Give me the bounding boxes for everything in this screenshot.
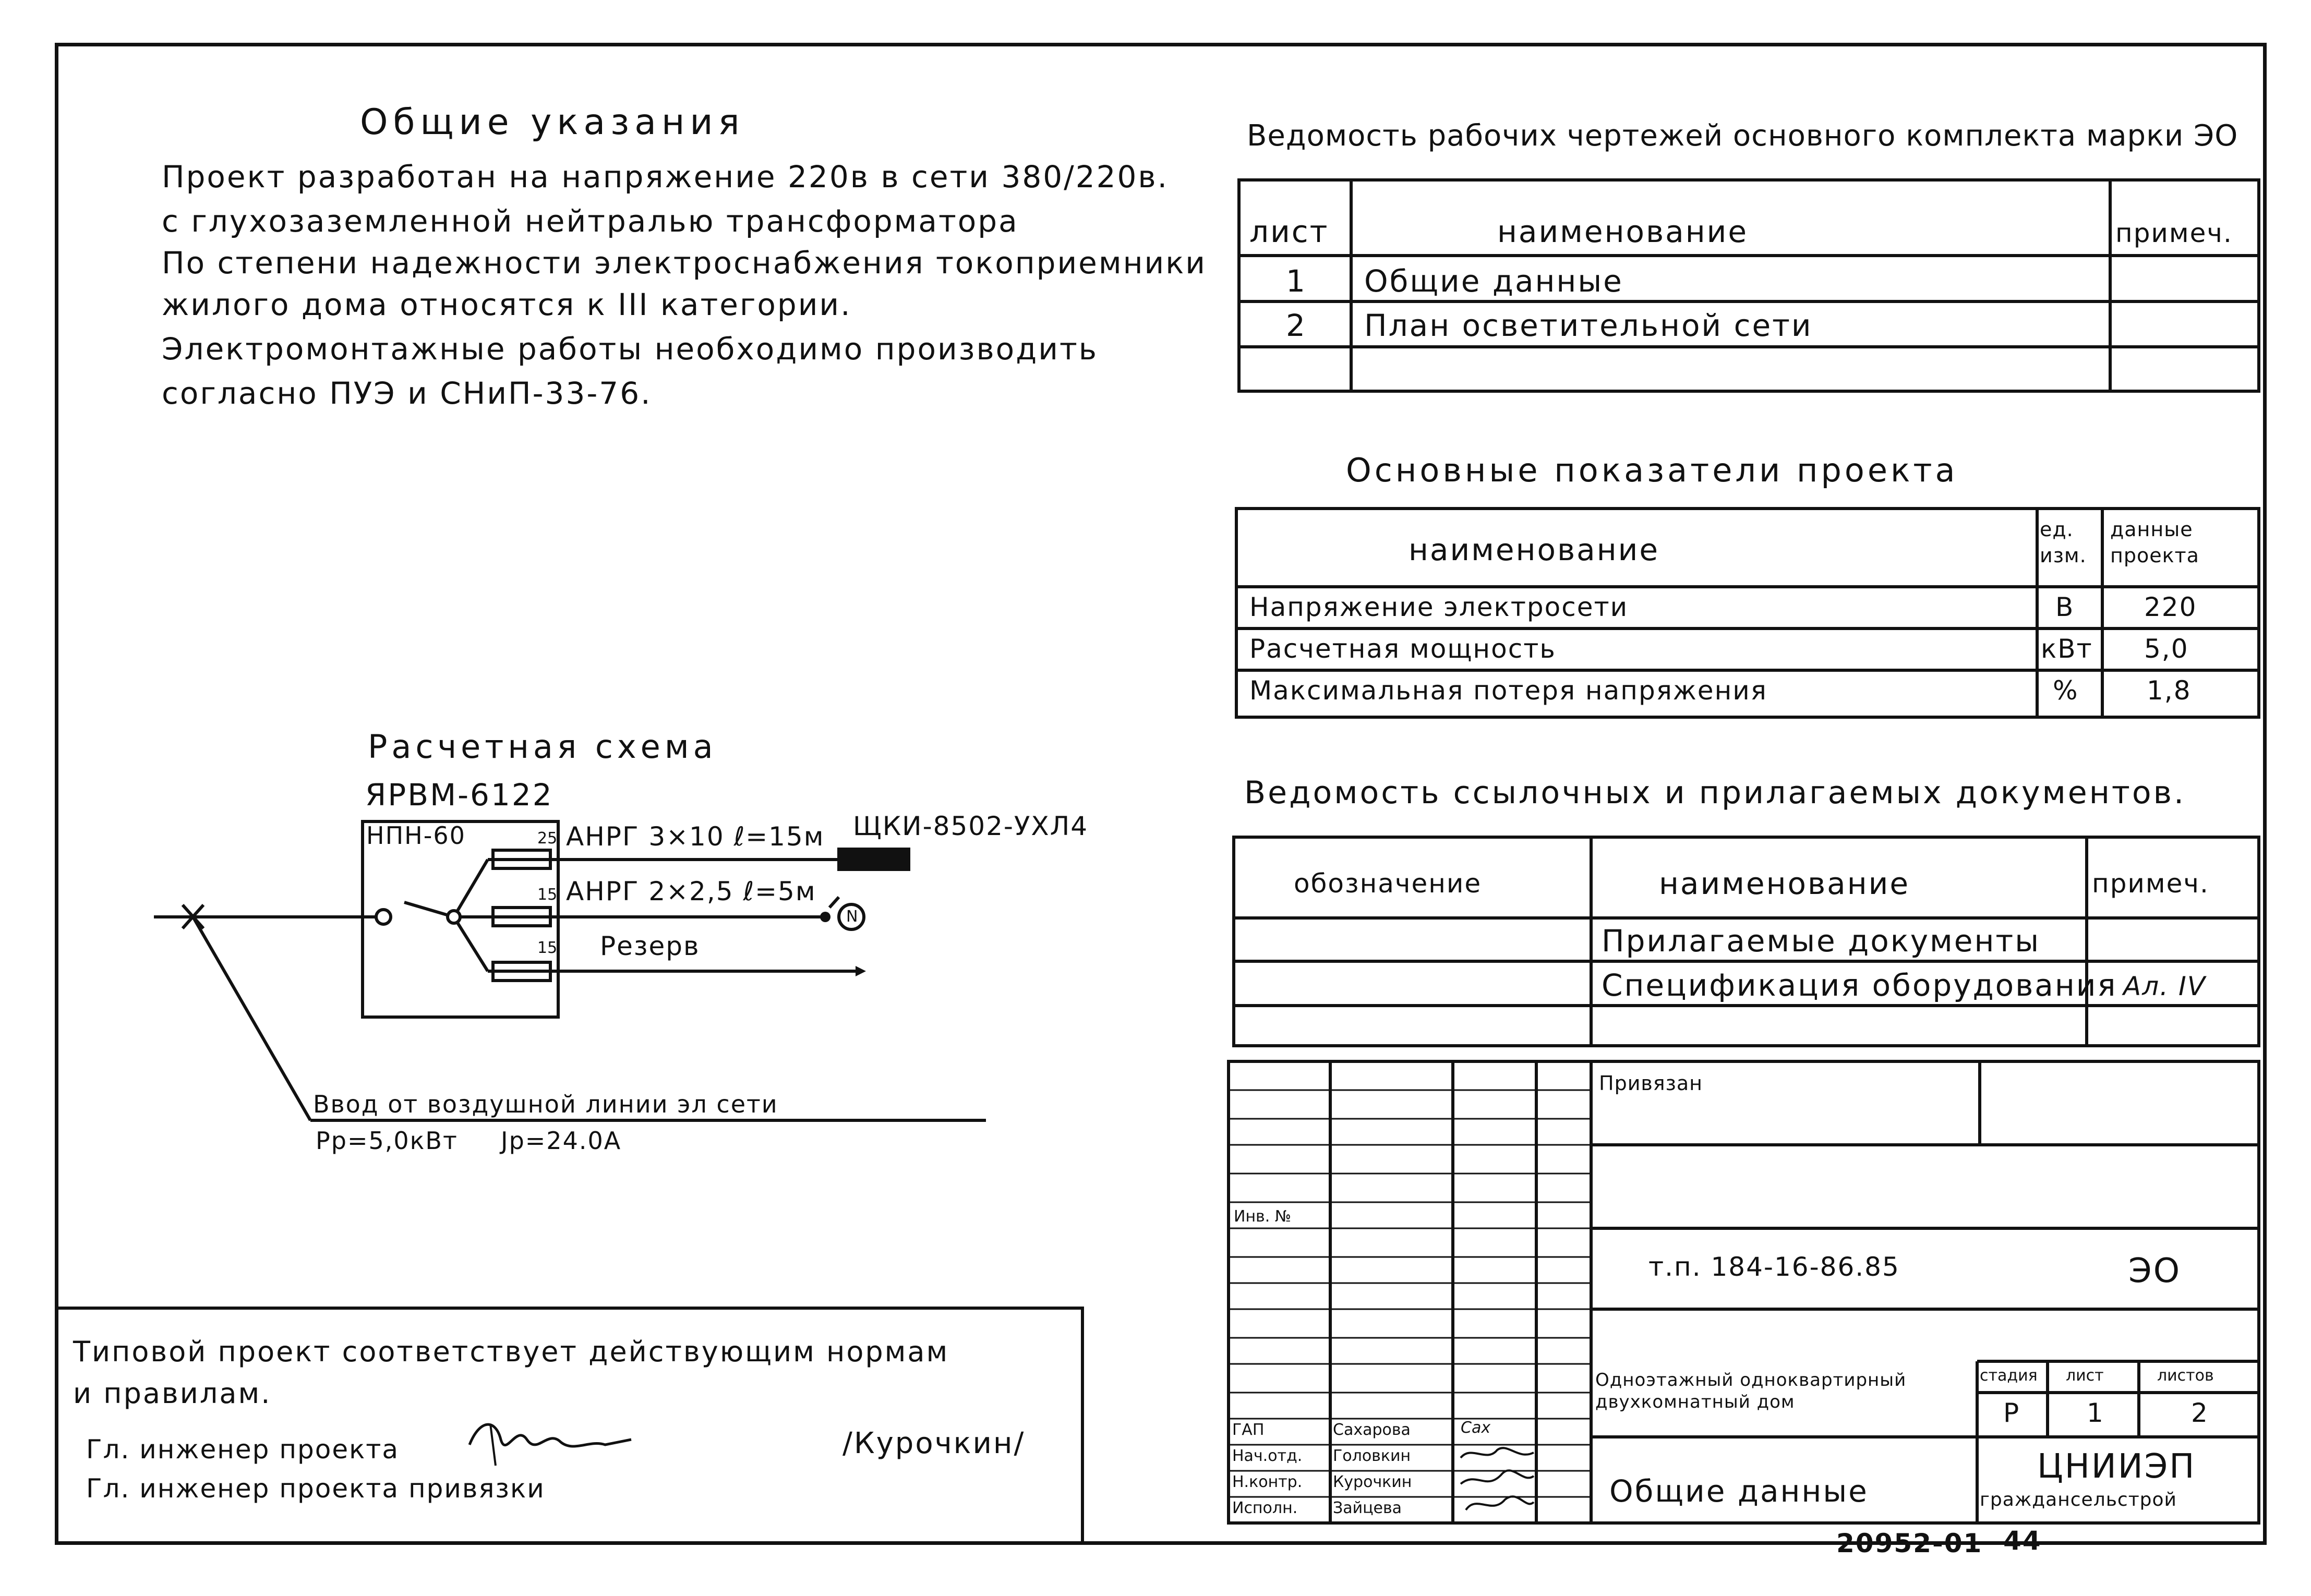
sheet-value: 1 (2087, 1398, 2104, 1428)
indicators-cell: 5,0 (2144, 634, 2189, 664)
general-notes-line: согласно ПУЭ и СНиП-33-76. (162, 376, 652, 411)
organization-subtitle: гражданcельстрой (1980, 1489, 2177, 1510)
compliance-line: Типовой проект соответствует действующим нормам (73, 1335, 949, 1368)
scheme-input-label: Ввод от воздушной линии эл сети (313, 1090, 778, 1118)
documents-title: Ведомость ссылочных и прилагаемых документов. (1244, 775, 2186, 811)
bound-label: Привязан (1599, 1072, 1703, 1095)
sheets-label: листов (2157, 1367, 2214, 1385)
person-name: Головкин (1333, 1447, 1411, 1465)
indicators-header-value: данные проекта (2110, 518, 2199, 567)
sheet-label: лист (2066, 1367, 2104, 1385)
stage-label: стадия (1980, 1367, 2038, 1385)
documents-cell: Ал. IV (2123, 971, 2206, 1001)
documents-cell: Прилагаемые документы (1602, 923, 2040, 959)
scheme-panel-label: ЯРВМ-6122 (365, 777, 553, 813)
general-notes-line: По степени надежности электроснабжения токоприемники (162, 245, 1207, 281)
drawings-list-header-note: примеч. (2115, 218, 2233, 248)
scheme-current: Jр=24.0А (501, 1127, 622, 1155)
scheme-power: Рр=5,0кВт (316, 1127, 458, 1155)
indicators-cell: Напряжение электросети (1249, 592, 1629, 622)
indicators-cell: Максимальная потеря напряжения (1249, 675, 1767, 706)
person-name: Курочкин (1333, 1473, 1412, 1491)
drawings-list-cell: План осветительной сети (1364, 308, 1813, 343)
scheme-line1-label: АНРГ 3×10 ℓ=15м (566, 821, 825, 852)
page-number: 44 (2003, 1526, 2042, 1556)
drawings-list-cell: Общие данные (1364, 263, 1623, 299)
drawings-list-header-name: наименование (1497, 214, 1749, 249)
drawings-list-title: Ведомость рабочих чертежей основного комплекта марки ЭО (1247, 119, 2238, 153)
indicators-title: Основные показатели проекта (1346, 451, 1958, 489)
project-code: т.п. 184-16-86.85 (1648, 1252, 1900, 1282)
chief-engineer-label: Гл. инженер проекта (86, 1434, 400, 1465)
indicators-header-unit: ед. изм. (2040, 518, 2087, 567)
scheme-line2-label: АНРГ 2×2,5 ℓ=5м (566, 876, 816, 906)
sheet-title: Общие данные (1609, 1473, 1869, 1509)
inventory-label: Инв. № (1234, 1207, 1292, 1226)
scheme-fuse-rating: 15 (537, 939, 558, 957)
chief-engineer-binding-label: Гл. инженер проекта привязки (86, 1473, 545, 1504)
person-role: Н.контр. (1232, 1473, 1303, 1491)
drawings-list-header-sheet: лист (1249, 214, 1329, 249)
scheme-fuse-rating: 25 (537, 829, 558, 848)
scheme-fuse-label: НПН-60 (366, 821, 466, 850)
indicators-cell: % (2053, 675, 2079, 706)
indicators-cell: 220 (2144, 592, 2197, 622)
indicators-cell: 1,8 (2147, 675, 2192, 706)
people-signatures (1455, 1442, 1539, 1526)
person-name: Сахарова (1333, 1421, 1411, 1439)
general-notes-line: Проект разработан на напряжение 220в в сети 380/220в. (162, 159, 1169, 195)
chief-engineer-name: /Курочкин/ (842, 1426, 1026, 1460)
person-role: Нач.отд. (1232, 1447, 1303, 1465)
person-role: ГАП (1232, 1421, 1265, 1439)
scheme-fuse-rating: 15 (537, 886, 558, 904)
building-name: Одноэтажный одноквартирный двухкомнатный дом (1595, 1370, 1907, 1412)
person-role: Исполн. (1232, 1499, 1298, 1517)
documents-cell: Спецификация оборудования (1602, 968, 2117, 1003)
documents-header-name: наименование (1659, 866, 1910, 901)
indicators-cell: Расчетная мощность (1249, 634, 1556, 664)
general-notes-line: жилого дома относятся к III категории. (162, 287, 852, 322)
stamp-number: 20952-01 (1836, 1528, 1983, 1558)
documents-header-code: обозначение (1294, 868, 1482, 899)
scheme-lamp-label: N (846, 908, 858, 926)
person-name: Зайцева (1333, 1499, 1402, 1517)
stage-value: Р (2003, 1398, 2020, 1428)
scheme-line3-label: Резерв (600, 931, 700, 961)
indicators-cell: кВт (2041, 634, 2093, 664)
sheets-value: 2 (2191, 1398, 2209, 1428)
general-notes-line: с глухозаземленной нейтралью трансформатора (162, 203, 1019, 239)
indicators-cell: В (2055, 592, 2075, 622)
general-notes-title: Общие указания (360, 102, 745, 143)
scheme-line1-target: ЩКИ-8502-УХЛ4 (853, 811, 1089, 841)
drawings-list-cell: 1 (1286, 263, 1307, 299)
drawing-mark: ЭО (2128, 1252, 2182, 1290)
documents-header-note: примеч. (2092, 868, 2209, 899)
person-signature-text: Сах (1461, 1419, 1491, 1437)
drawings-list-cell: 2 (1286, 308, 1307, 343)
organization-name: ЦНИИЭП (2037, 1447, 2196, 1486)
general-notes-line: Электромонтажные работы необходимо производить (162, 331, 1098, 367)
indicators-header-name: наименование (1409, 532, 1660, 567)
compliance-line: и правилам. (73, 1377, 272, 1410)
scheme-title: Расчетная схема (368, 728, 717, 766)
